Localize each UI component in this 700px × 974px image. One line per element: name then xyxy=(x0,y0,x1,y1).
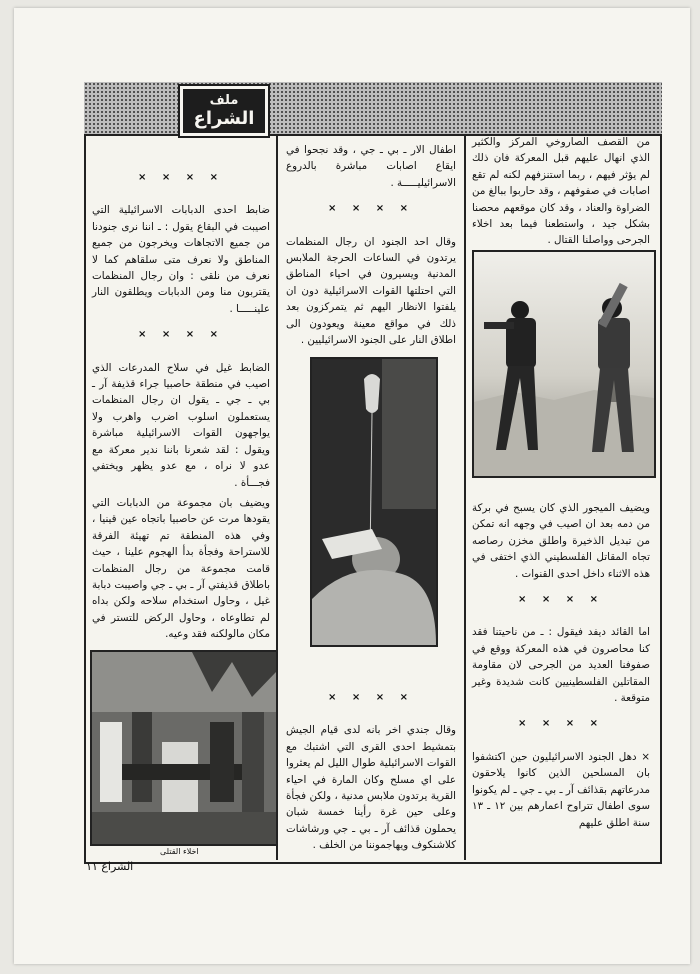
right-column-top xyxy=(472,134,650,253)
header-band xyxy=(84,82,662,136)
middle-column-bottom xyxy=(286,690,456,858)
section-separator: × × × × xyxy=(138,172,224,183)
paragraph: ويضيف الميجور الذي كان يسبح في بركة من دمه بعد ان اصيب في وجهه انه تمكن من تبديل الذخيرة واطلق مخزن رصاصه تجاه المقاتل الفلسطيني الذي اختفى في هذه الاثناء داخل احدى القنوات . xyxy=(472,502,650,580)
wounded-soldier-illustration xyxy=(312,359,436,645)
paragraph: × دهل الجنود الاسرائيليون حين اكتشفوا بان المسلحين الذين كانوا يلاحقون مدرعاتهم بقذائف آر ـ بي ـ جي ـ لم يكونوا سوى اطفال تتراوح اعمارهم بين ١٢ ـ ١٣ سنة اطلق عليهم xyxy=(472,750,650,829)
column-rule-right xyxy=(464,134,466,860)
evacuation-photo xyxy=(90,650,278,846)
section-separator: × × × × xyxy=(138,329,224,341)
page-footer: الشراع ١١ xyxy=(86,860,134,873)
paragraph: من القصف الصاروخي المركز والكثير الذي انهال عليهم قبل المعركة فان ذلك لم يؤثر فيهم ، ربما استنزفهم لكنه لم تقع اصابات في صفوفهم ، وقد حاربوا ببالغ من الضراوة والعناد ، وقد كان موقعهم محصنا بشكل جيد ، واستطعنا فيما بعد اخلاء الجرحى وواصلنا القتال . xyxy=(472,136,650,247)
paragraph: ضابط احدى الدبابات الاسرائيلية التي اصيبت في البقاع يقول : ـ اننا نرى جنودنا من جميع الاتجاهات ويخرجون من جميع المناطق ولا نعرف متى سلقاهم كما لا نعرف من نلقى : وان رجال المنظمات يقتربون منا ومن الدبابات ويطلقون النار علينـــــا . xyxy=(92,204,270,315)
section-separator: × × × × xyxy=(518,594,604,606)
section-separator: × × × × xyxy=(328,692,414,703)
soldiers-photo xyxy=(472,250,656,478)
paragraph: اطفال الار ـ بي ـ جي ، وقد نجحوا في ايقاع اصابات مباشرة بالدروع الاسرائيليـــــة . xyxy=(286,144,456,189)
section-separator: × × × × xyxy=(328,203,414,215)
wounded-soldier-photo xyxy=(310,357,438,647)
section-separator: × × × × xyxy=(518,718,604,730)
paragraph: وقال احد الجنود ان رجال المنظمات يرتدون في الساعات الحرجة الملابس المدنية ويسيرون في احياء المناطق التي احتلتها القوات الاسرائيلية دون ان يلفتوا الانظار اليهم ثم يتمركزون بعد ذلك في مواقع معينة ويعودون الى اطلاق النار على الجنود الاسرائيليين . xyxy=(286,235,456,347)
paragraph: ويضيف بان مجموعة من الدبابات التي يقودها مرت عن حاصبيا باتجاه عين قينيا ، وفي هذه المنطقة تم تهيئة الفرقة للاستراحة وفجأة بدأ الهجوم علينا ، حيث قامت مجموعة من رجال المنظمات باطلاق قذيفتي آر ـ بي ـ جي واصيبت دبابة غيل ، وحاول استخدام سلاحه ولكن بداه لم تطاوعاه ، وحاول الركض للتستر في مكان مالولكنه فقد وعيه. xyxy=(92,496,270,641)
paragraph: اما القائد ديفد فيقول : ـ من ناحيتنا فقد كنا محاصرون في هذه المعركة ووقع في صفوفنا العديد من الجرحى لان مقاومة المقاتلين الفلسطينيين كانت شديدة وغير متوقعة . xyxy=(472,626,650,705)
logo-line-1: ملف xyxy=(209,93,239,108)
paragraph: وقال جندي اخر بانه لدى قيام الجيش بتمشيط احدى القرى التي اشتبك مع القوات الاسرائيلية طوال الليل لم يعثروا على اي مسلح وكان المارة في احياء القرية يرتدون ملابس مدنية ، ولكن فجأة وعلى حين غرة رأينا خمسة شبان يحملون قذائف آر ـ بي ـ جي ورشاشات كلاشنكوف ويهاجموننا من الخلف . xyxy=(286,724,456,852)
evacuation-illustration xyxy=(92,652,276,844)
middle-column-top xyxy=(286,142,456,352)
photo-caption: اخلاء القتلى xyxy=(160,847,199,856)
paragraph: الضابط غيل في سلاح المدرعات الذي اصيب في منطقة حاصبيا جراء قذيفة آر ـ بي ـ جي ـ يقول ان رجال المنظمات يستعملون اسلوب اضرب واهرب ولا يواجهون القوات الاسرائيلية مباشرة ويقول : لقد شعرنا باننا ندير معركة مع عدو لا نراه ، مع عدو يظهر ويختفي فجـــأة . xyxy=(92,361,270,489)
masthead-logo xyxy=(180,86,268,136)
right-column-bottom xyxy=(472,500,650,835)
left-column xyxy=(92,160,270,647)
soldiers-illustration xyxy=(474,252,654,476)
logo-line-2: الشراع xyxy=(193,108,255,129)
